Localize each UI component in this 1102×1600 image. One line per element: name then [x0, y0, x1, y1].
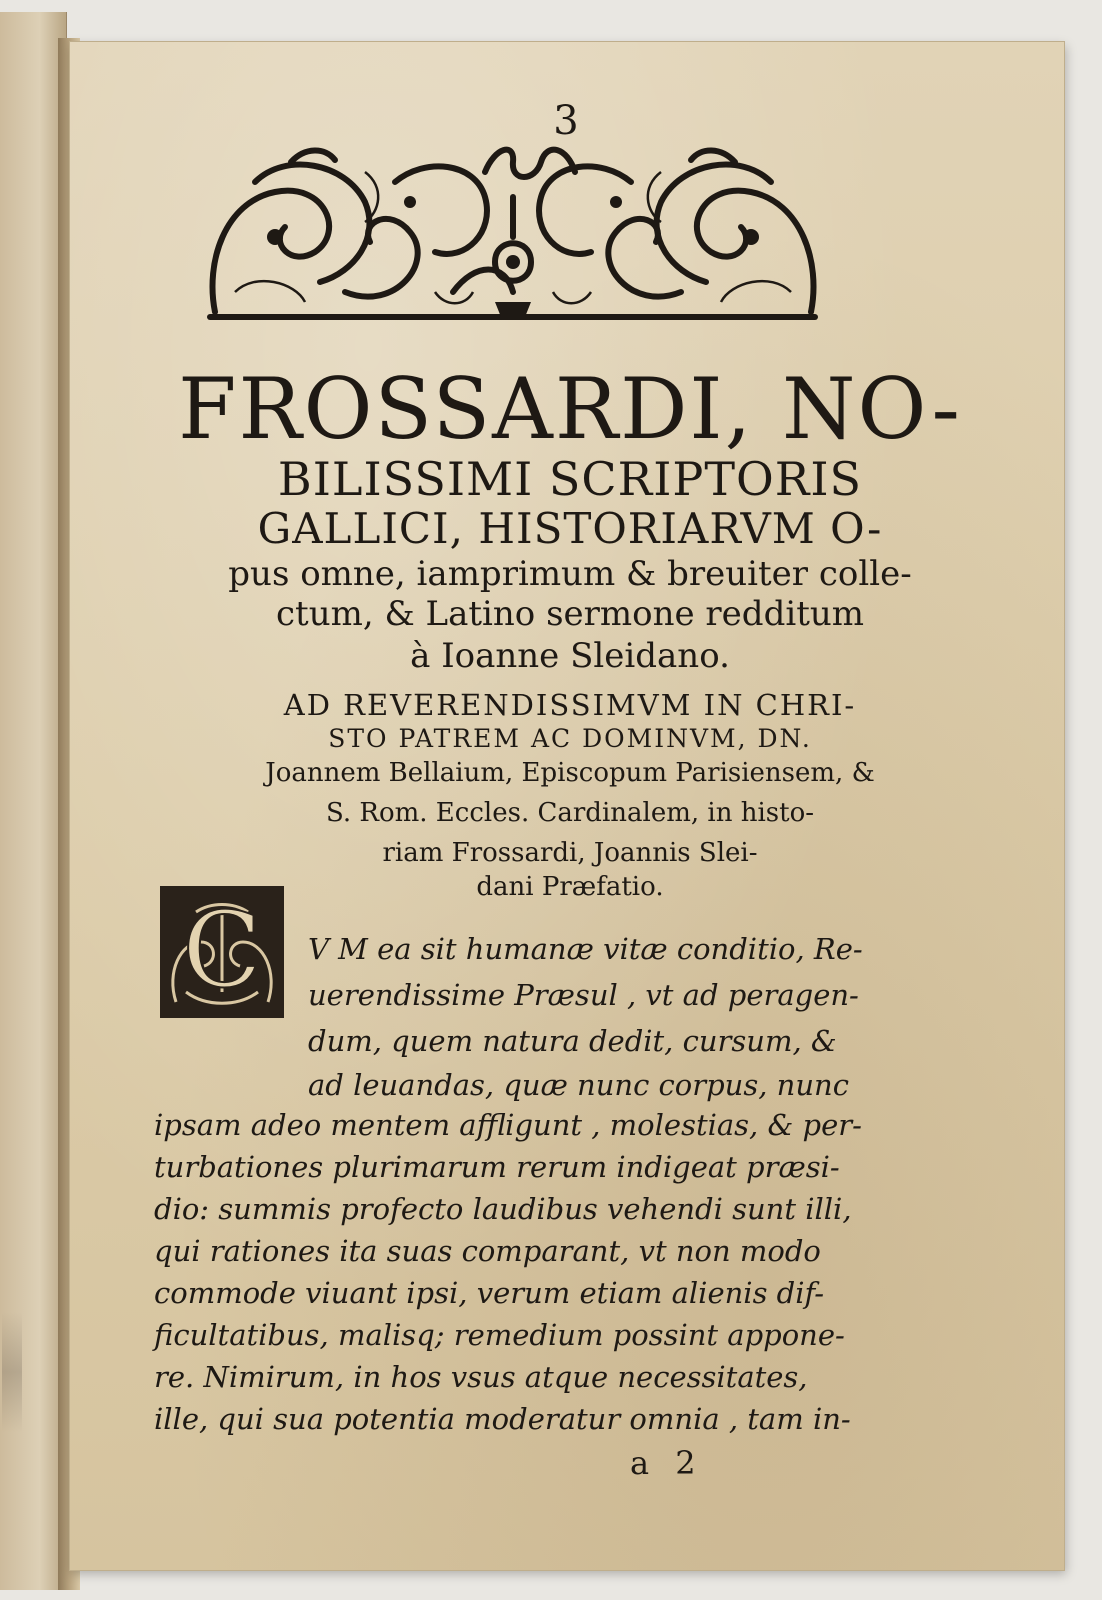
- body-line-5: ipsam adeo mentem affligunt , molestias, & per-: [154, 1108, 862, 1142]
- decorated-initial: [156, 882, 288, 1022]
- body-line-10: ficultatibus, malisq; remedium possint appone-: [154, 1318, 845, 1352]
- dedication-line-4: S. Rom. Eccles. Cardinalem, in histo-: [325, 798, 815, 828]
- body-line-8: qui rationes ita suas comparant, vt non modo: [154, 1234, 821, 1268]
- body-line-9: commode viuant ipsi, verum etiam alienis dif-: [154, 1276, 825, 1310]
- title-line-5: ctum, & Latino sermone redditum: [275, 594, 865, 634]
- body-line-3: dum, quem natura dedit, cursum, &: [308, 1024, 837, 1058]
- book-page: [70, 42, 1064, 1570]
- title-line-4: pus omne, iamprimum & breuiter colle-: [228, 554, 912, 594]
- signature-mark: a 2: [630, 1444, 704, 1482]
- title-line-3: GALLICI, HISTORIARVM O-: [257, 504, 883, 553]
- adjacent-page-edge: [0, 12, 67, 1590]
- title-line-6: à Ioanne Sleidano.: [410, 636, 730, 676]
- body-line-4: ad leuandas, quæ nunc corpus, nunc: [308, 1068, 849, 1102]
- title-line-2: BILISSIMI SCRIPTORIS: [277, 452, 863, 506]
- body-line-12: ille, qui sua potentia moderatur omnia , tam in-: [154, 1402, 851, 1436]
- body-line-7: dio: summis profecto laudibus vehendi sunt illi,: [154, 1192, 852, 1226]
- dedication-line-5: riam Frossardi, Joannis Slei-: [382, 838, 758, 868]
- title-line-1: FROSSARDI, NO-: [178, 360, 962, 458]
- body-line-2: uerendissime Præsul , vt ad peragen-: [308, 978, 859, 1012]
- body-line-1: V M ea sit humanæ vitæ conditio, Re-: [308, 932, 863, 966]
- dedication-line-2: STO PATREM AC DOMINVM, DN.: [328, 724, 812, 753]
- body-line-6: turbationes plurimarum rerum indigeat præsi-: [154, 1150, 840, 1184]
- dedication-line-6: dani Præfatio.: [476, 872, 664, 902]
- dedication-line-3: Joannem Bellaium, Episcopum Parisiensem, &: [265, 758, 875, 788]
- initial-letter: C: [182, 889, 262, 1011]
- dedication-line-1: AD REVERENDISSIMVM IN CHRI-: [283, 688, 857, 722]
- page-number: 3: [553, 98, 581, 144]
- body-line-11: re. Nimirum, in hos vsus atque necessitates,: [154, 1360, 808, 1394]
- ornamental-headpiece: [195, 142, 831, 332]
